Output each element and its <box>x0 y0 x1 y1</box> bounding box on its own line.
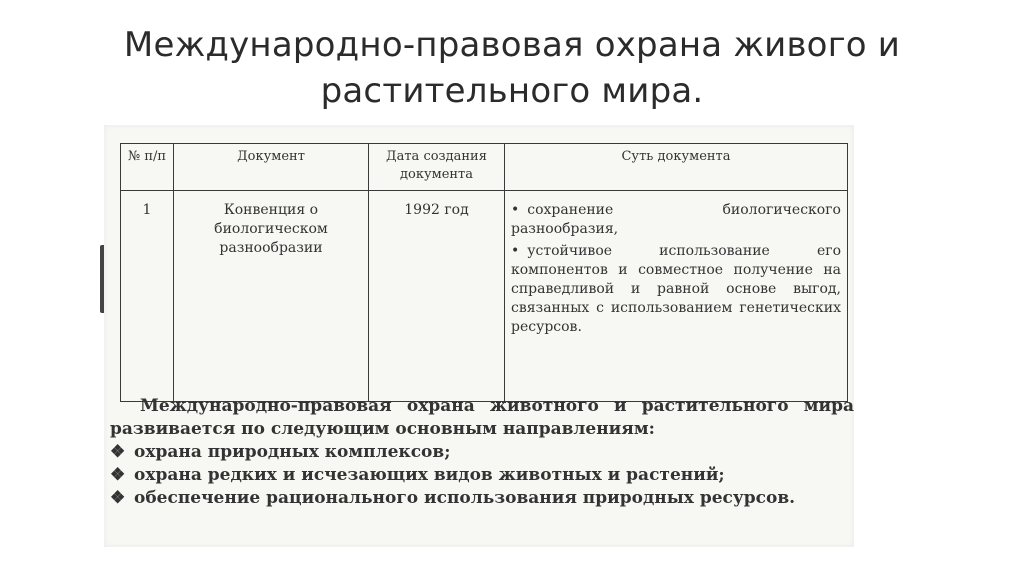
directions-intro: Международно-правовая охрана животного и растительного мира развивается по следующим основным направлениям: <box>110 396 854 439</box>
cell-essence <box>505 191 848 402</box>
cell-date: 1992 год <box>369 191 505 402</box>
header-date: Дата создания документа <box>369 144 505 191</box>
table-header-row <box>121 144 848 191</box>
header-document: Документ <box>174 144 369 191</box>
essence-item: • сохранение биологического разнообразия, <box>511 201 841 239</box>
direction-item <box>110 487 854 510</box>
diamond-bullet-icon: ❖ <box>110 465 126 485</box>
direction-item <box>110 441 854 464</box>
direction-item <box>110 464 854 487</box>
essence-list <box>511 201 841 337</box>
cell-document: Конвенция о биологическом разнообразии <box>174 191 369 402</box>
diamond-bullet-icon: ❖ <box>110 442 126 462</box>
direction-item-text: обеспечение рационального использования природных ресурсов. <box>134 488 796 508</box>
direction-item-text: охрана редких и исчезающих видов животных и растений; <box>134 465 725 485</box>
direction-item-text: охрана природных комплексов; <box>134 442 451 462</box>
directions-paragraph <box>110 395 854 510</box>
header-number: № п/п <box>121 144 174 191</box>
header-essence: Суть документа <box>505 144 848 191</box>
diamond-bullet-icon: ❖ <box>110 488 126 508</box>
essence-item: • устойчивое использование его компонентов и совместное получение на справедливой и равной основе выгод, связанных с использованием генетических ресурсов. <box>511 242 841 337</box>
scanned-document-image <box>104 125 854 547</box>
documents-table <box>120 143 848 402</box>
slide-title: Международно-правовая охрана живого и растительного мира. <box>123 25 901 111</box>
table-row <box>121 191 848 402</box>
cell-number: 1 <box>121 191 174 402</box>
